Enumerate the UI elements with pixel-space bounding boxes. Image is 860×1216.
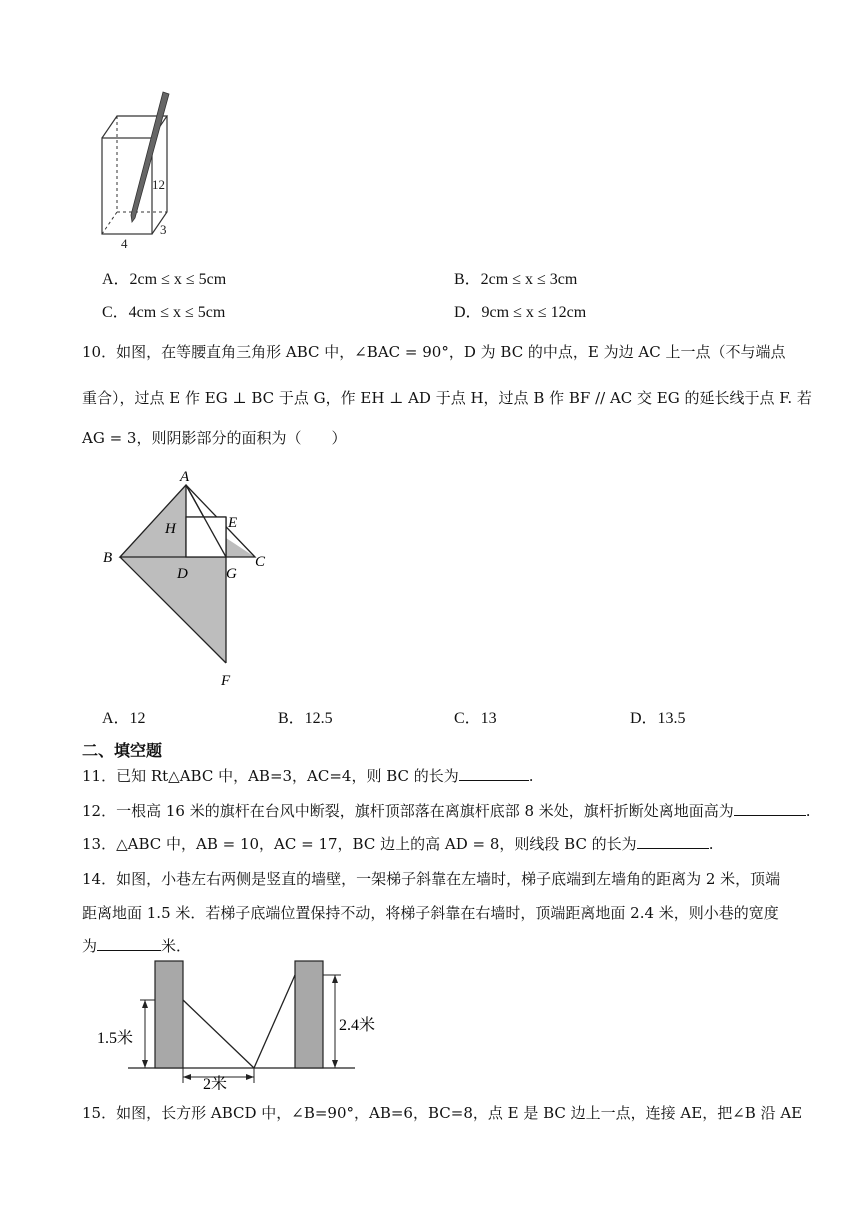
q10-triangle-figure: [95, 465, 285, 695]
q11-end: .: [528, 767, 534, 785]
q13-end: .: [708, 835, 714, 853]
q12-answer-blank[interactable]: [734, 801, 806, 816]
q15-line-1: 15．如图，长方形 ABCD 中，∠B=90°，AB=6，BC=8，点 E 是 BC 边上一点，连接 AE，把∠B 沿 AE: [82, 1104, 803, 1122]
q10-label-d: D: [177, 566, 188, 582]
q11: [82, 766, 534, 786]
q9-option-c: C．4cm ≤ x ≤ 5cm: [102, 304, 226, 321]
q13: [82, 834, 713, 854]
q10-label-a: A: [180, 469, 190, 485]
q9-label-depth: 3: [160, 222, 167, 237]
q13-answer-blank[interactable]: [637, 834, 709, 849]
q13-text: 13．△ABC 中，AB = 10，AC = 17，BC 边上的高 AD = 8，则线段 BC 的长为: [82, 835, 637, 853]
q11-text: 11．已知 Rt△ABC 中，AB=3，AC=4，则 BC 的长为: [82, 767, 459, 785]
q9-label-width: 4: [121, 236, 128, 251]
q10-label-e: E: [228, 515, 238, 531]
q12-end: .: [805, 802, 811, 820]
q10-label-b: B: [103, 550, 113, 566]
q9-label-height: 12: [152, 177, 165, 192]
q10-option-a: A．12: [102, 710, 146, 727]
q9-option-a: A．2cm ≤ x ≤ 5cm: [102, 271, 227, 288]
q14-line-3: [82, 936, 191, 956]
q9-box-figure: [95, 88, 185, 253]
q14-label-right-height: 2.4米: [339, 1017, 375, 1034]
q14-line-3-end: 米．: [161, 937, 192, 955]
q10-option-c: C．13: [454, 710, 497, 727]
q10-label-c: C: [255, 554, 266, 570]
q9-option-b: B．2cm ≤ x ≤ 3cm: [454, 271, 578, 288]
q14-label-left-height: 1.5米: [97, 1030, 134, 1047]
q14-line-1: 14．如图，小巷左右两侧是竖直的墙壁，一架梯子斜靠在左墙时，梯子底端到左墙角的距离为 2 米，顶端: [82, 870, 781, 888]
q10-line-1: 10．如图，在等腰直角三角形 ABC 中，∠BAC = 90°，D 为 BC 的中点，E 为边 AC 上一点（不与端点: [82, 343, 786, 361]
q10-label-f: F: [221, 673, 231, 689]
q14-line-2: 距离地面 1.5 米．若梯子底端位置保持不动，将梯子斜靠在右墙时，顶端距离地面 2.4 米，则小巷的宽度: [82, 904, 779, 922]
q14-alley-figure: [95, 955, 375, 1090]
q9-option-d: D．9cm ≤ x ≤ 12cm: [454, 304, 587, 321]
q12-text: 12．一根高 16 米的旗杆在台风中断裂，旗杆顶部落在离旗杆底部 8 米处，旗杆折断处离地面高为: [82, 802, 734, 820]
q10-label-g: G: [226, 566, 237, 582]
q14-answer-blank[interactable]: [97, 936, 161, 951]
q10-label-h: H: [165, 521, 176, 537]
q12: [82, 801, 811, 821]
q11-answer-blank[interactable]: [459, 766, 529, 781]
q10-option-b: B．12.5: [278, 710, 333, 727]
q10-line-3: AG = 3，则阴影部分的面积为（ ）: [82, 429, 347, 447]
section-title: 二、填空题: [82, 741, 163, 760]
q14-label-bottom-distance: 2米: [203, 1076, 228, 1090]
q10-option-d: D．13.5: [630, 710, 686, 727]
q10-line-2: 重合），过点 E 作 EG ⊥ BC 于点 G，作 EH ⊥ AD 于点 H，过点 B 作 BF // AC 交 EG 的延长线于点 F. 若: [82, 389, 812, 407]
q14-line-3-start: 为: [82, 937, 98, 955]
